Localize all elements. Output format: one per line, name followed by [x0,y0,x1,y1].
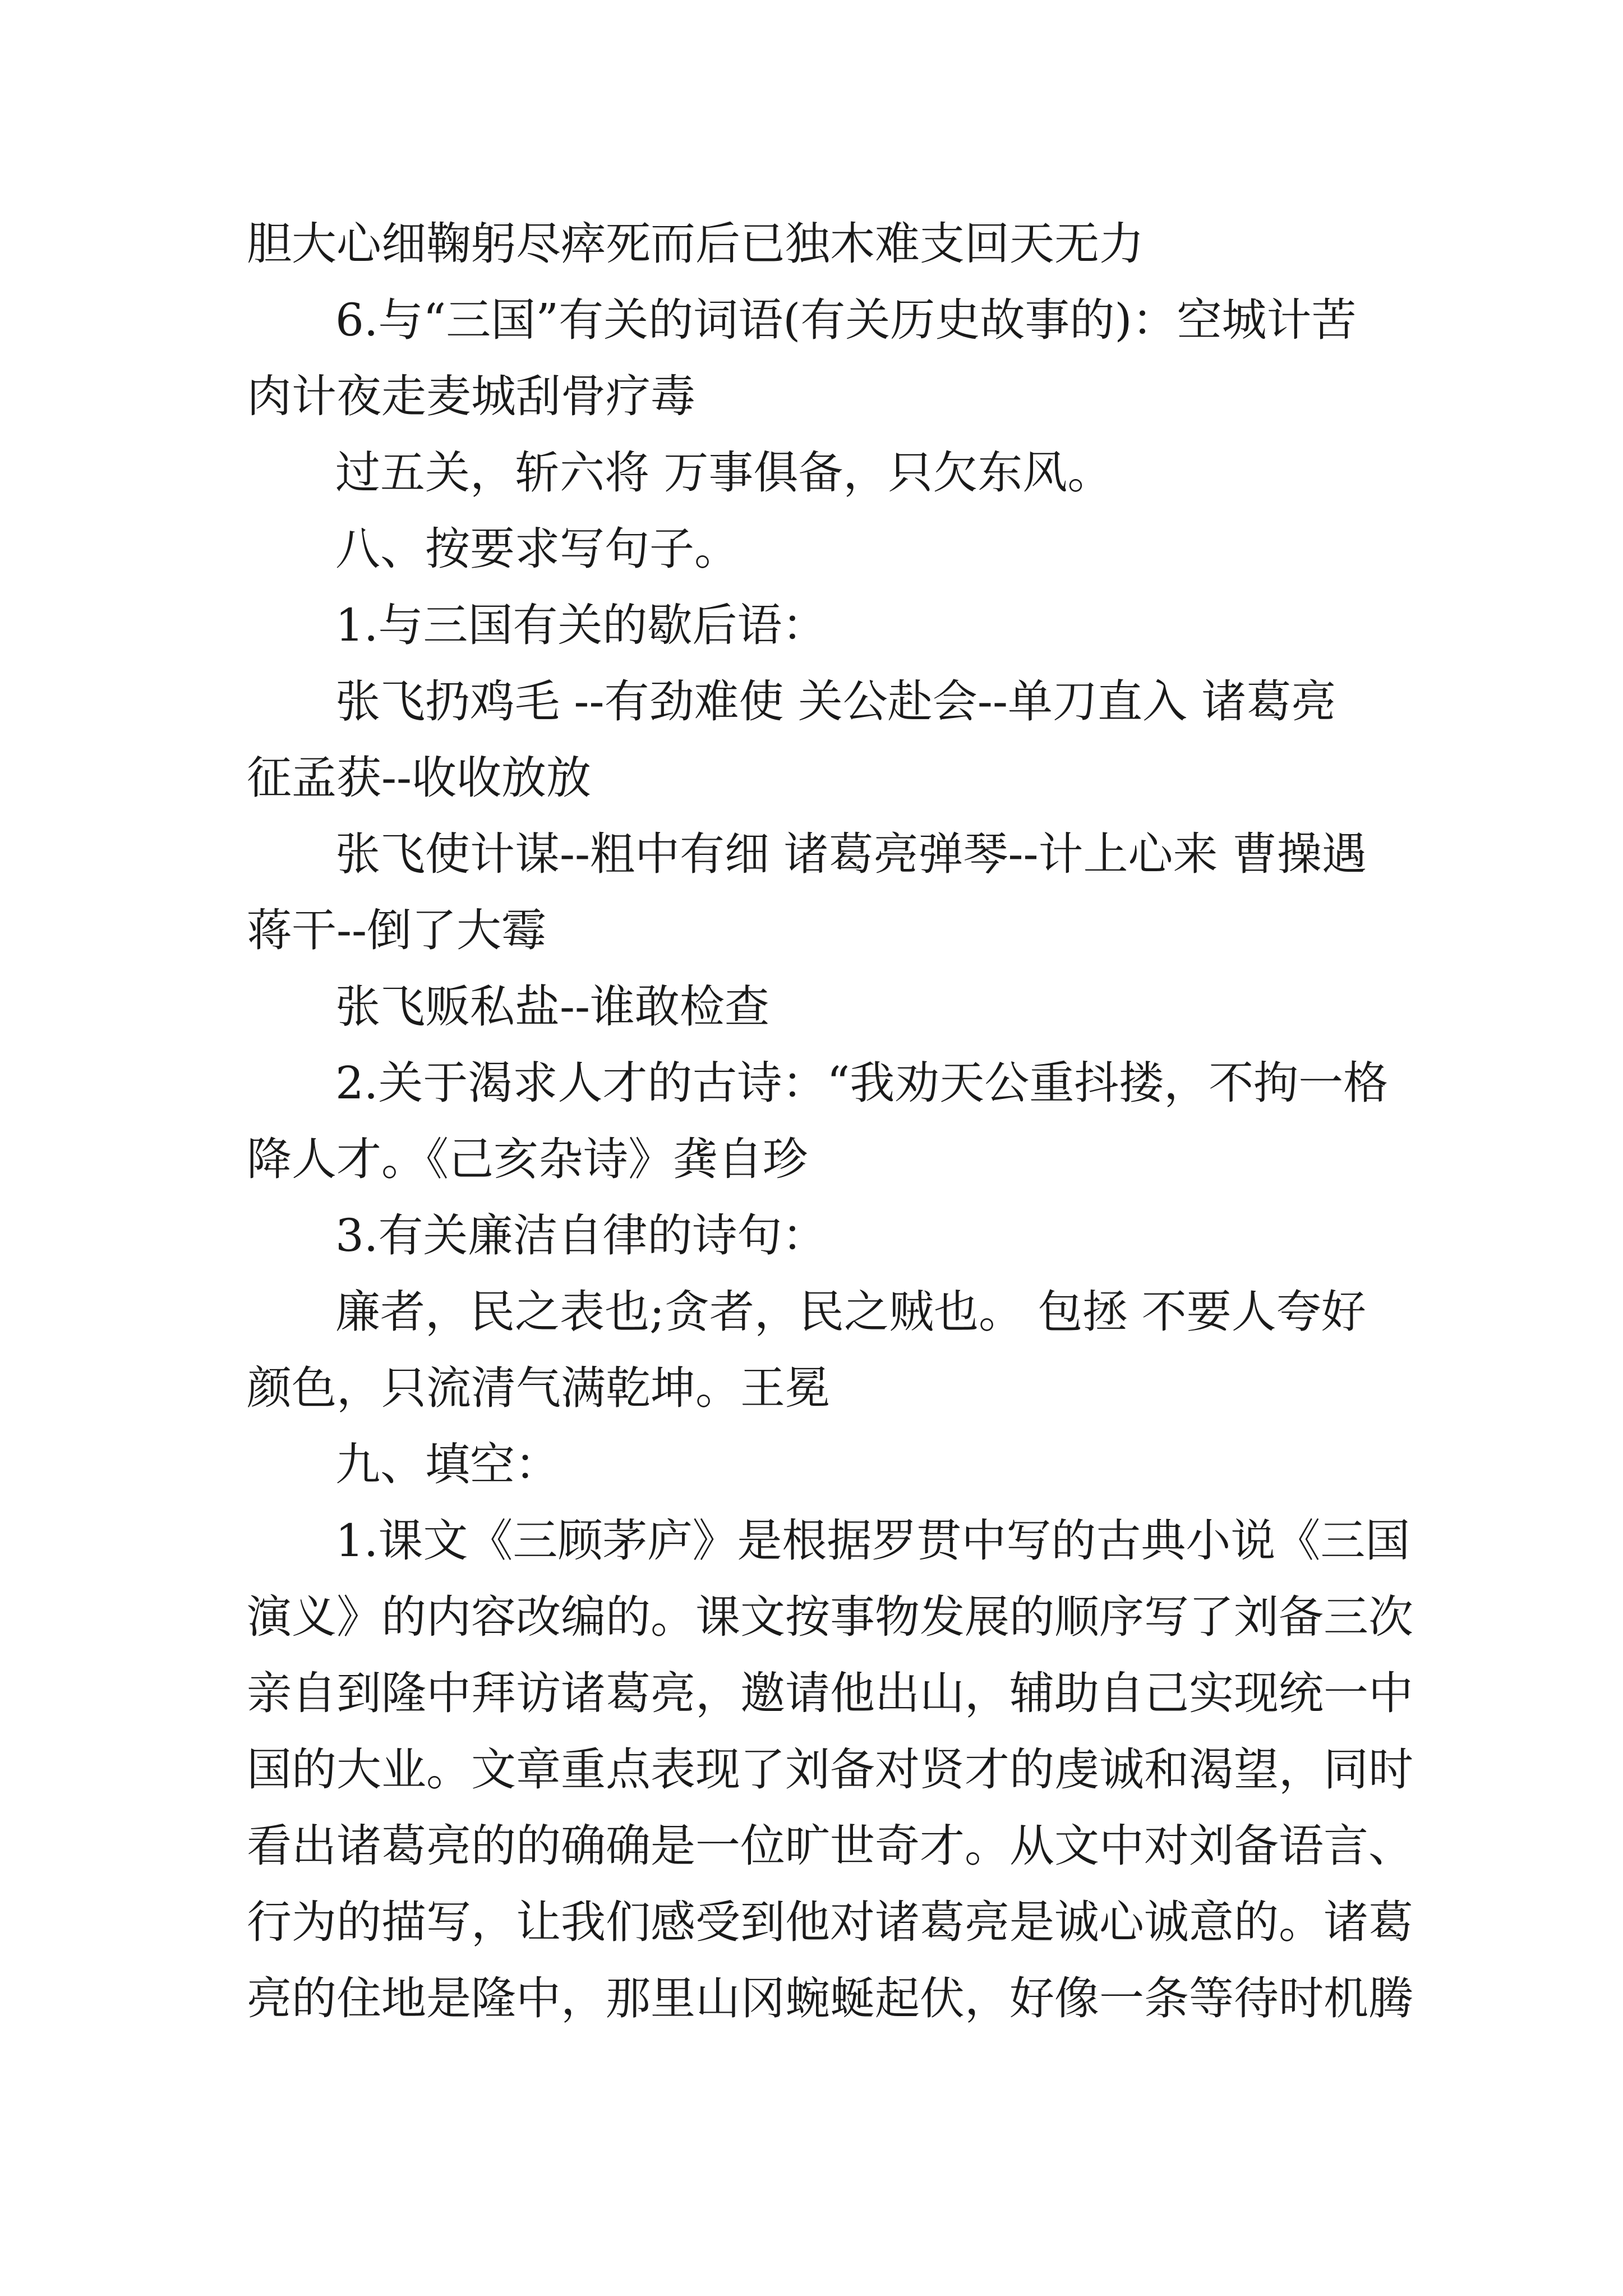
text-line: 廉者，民之表也;贪者，民之贼也。 包拯 不要人夸好 [335,1286,1366,1338]
text-line: 降人才。《己亥杂诗》龚自珍 [247,1133,808,1185]
text-line: 过五关，斩六将 万事俱备，只欠东风。 [335,447,1113,499]
text-line: 国的大业。文章重点表现了刘备对贤才的虔诚和渴望，同时 [247,1743,1413,1796]
text-line: 颜色，只流清气满乾坤。王冕 [247,1362,830,1414]
text-line: 蒋干--倒了大霉 [247,904,547,956]
section-heading: 九、填空： [335,1438,560,1490]
text-line: 肉计夜走麦城刮骨疗毒 [247,370,695,422]
text-line: 张飞扔鸡毛 --有劲难使 关公赴会--单刀直入 诸葛亮 [335,675,1336,728]
section-heading: 八、按要求写句子。 [335,523,739,575]
text-line: 胆大心细鞠躬尽瘁死而后已独木难支回天无力 [247,218,1144,270]
text-line: 2.关于渴求人才的古诗：“我劝天公重抖搂，不拘一格 [335,1057,1389,1109]
text-line: 1.课文《三顾茅庐》是根据罗贯中写的古典小说《三国 [335,1515,1410,1567]
text-line: 3.有关廉洁自律的诗句： [335,1209,827,1262]
text-line: 亮的住地是隆中，那里山冈蜿蜒起伏，好像一条等待时机腾 [247,1972,1413,2024]
text-line: 演义》的内容改编的。课文按事物发展的顺序写了刘备三次 [247,1591,1413,1643]
text-line: 张飞贩私盐--谁敢检查 [335,981,770,1033]
text-line: 行为的描写，让我们感受到他对诸葛亮是诚心诚意的。诸葛 [247,1896,1413,1948]
text-line: 征孟获--收收放放 [247,752,592,804]
text-line: 6.与“三国”有关的词语(有关历史故事的)：空城计苦 [335,294,1357,346]
text-line: 看出诸葛亮的的确确是一位旷世奇才。从文中对刘备语言、 [247,1820,1413,1872]
text-line: 1.与三国有关的歇后语： [335,599,827,651]
text-line: 亲自到隆中拜访诸葛亮，邀请他出山，辅助自己实现统一中 [247,1667,1413,1719]
text-line: 张飞使计谋--粗中有细 诸葛亮弹琴--计上心来 曹操遇 [335,828,1367,880]
